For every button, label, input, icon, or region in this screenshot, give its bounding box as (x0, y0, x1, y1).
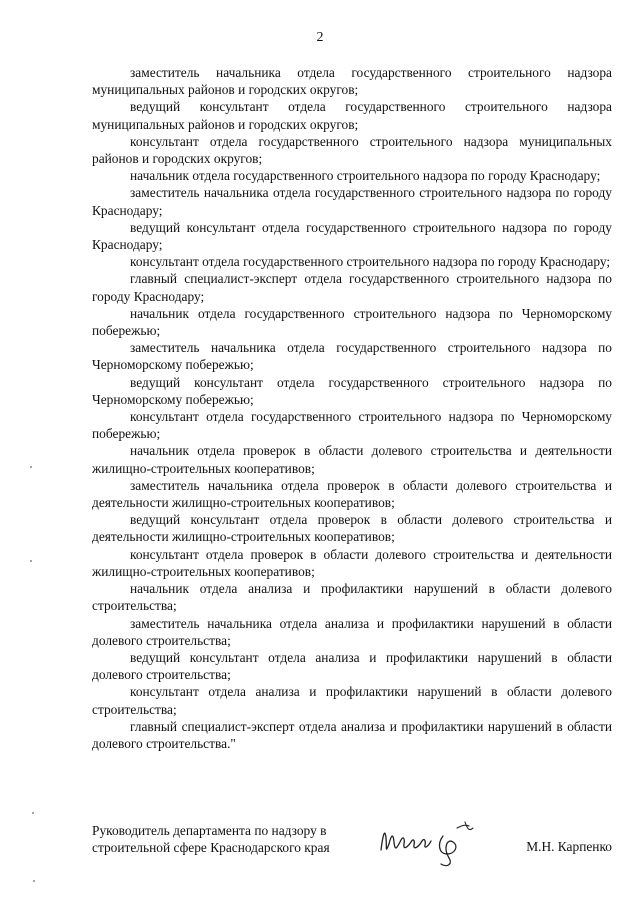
scan-speck (32, 812, 34, 814)
paragraph: ведущий консультант отдела государственного строительного надзора по городу Краснодару; (92, 219, 612, 253)
paragraph: начальник отдела государственного строительного надзора по Черноморскому побережью; (92, 305, 612, 339)
paragraph: консультант отдела государственного строительного надзора муниципальных районов и городских округов; (92, 133, 612, 167)
scan-speck (33, 880, 35, 882)
signatory-title (92, 822, 330, 856)
paragraph: ведущий консультант отдела государственного строительного надзора по Черноморскому побережью; (92, 374, 612, 407)
signatory-title-line: Руководитель департамента по надзору в (92, 823, 327, 838)
paragraph: консультант отдела государственного строительного надзора по Черноморскому побережью; (92, 409, 612, 442)
handwritten-signature (377, 814, 487, 872)
signatory-name: М.Н. Карпенко (526, 839, 612, 854)
signatory-title-line: строительной сфере Краснодарского края (92, 840, 330, 856)
paragraph: заместитель начальника отдела государственного строительного надзора муниципальных районов и городских округов; (92, 65, 612, 98)
paragraph: начальник отдела проверок в области долевого строительства и деятельности жилищно-строительных кооперативов; (92, 443, 612, 476)
paragraph: начальник отдела государственного строительного надзора по городу Краснодару; (130, 168, 601, 184)
paragraph: заместитель начальника отдела государственного строительного надзора по городу Краснодару; (92, 185, 612, 218)
paragraph: консультант отдела государственного строительного надзора по городу Краснодару; (130, 254, 611, 270)
paragraph: главный специалист-эксперт отдела анализа и профилактики нарушений в области долевого строительства." (92, 718, 612, 751)
page-number: 2 (316, 30, 324, 45)
signature-block (92, 822, 612, 882)
paragraph: консультант отдела анализа и профилактики нарушений в области долевого строительства; (92, 684, 612, 717)
paragraph: ведущий консультант отдела государственного строительного надзора муниципальных районов и городских округов; (92, 99, 612, 132)
scan-speck (30, 466, 32, 468)
paragraph: заместитель начальника отдела проверок в области долевого строительства и деятельности жилищно-строительных кооперативов; (92, 477, 612, 511)
paragraph: главный специалист-эксперт отдела государственного строительного надзора по городу Краснодару; (92, 271, 612, 304)
paragraph: заместитель начальника отдела государственного строительного надзора по Черноморскому побережью; (92, 340, 612, 373)
document-body (92, 64, 612, 752)
paragraph: ведущий консультант отдела проверок в области долевого строительства и деятельности жилищно-строительных кооперативов; (92, 512, 612, 545)
paragraph: консультант отдела проверок в области долевого строительства и деятельности жилищно-строительных кооперативов; (92, 546, 612, 579)
paragraph: начальник отдела анализа и профилактики нарушений в области долевого строительства; (92, 581, 612, 614)
scan-speck (30, 560, 32, 562)
paragraph: ведущий консультант отдела анализа и профилактики нарушений в области долевого строительства; (92, 649, 612, 683)
paragraph: заместитель начальника отдела анализа и профилактики нарушений в области долевого строительства; (92, 615, 612, 648)
